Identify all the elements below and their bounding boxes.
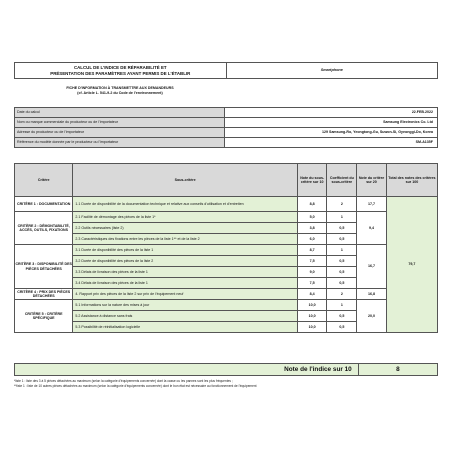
fiche-line-1: FICHE D'INFORMATION À TRANSMETTRE AUX DEMANDEURS [66,86,174,90]
info-row [15,118,438,128]
col-coef: Coefficient du sous-critère [327,164,357,197]
criterion-score: 9,4 [357,212,387,245]
criterion-name: CRITÈRE 4 : PRIX DES PIÈCES DÉTACHÉES [15,289,73,300]
sub-criterion-label: 2.1 Facilité de démontage des pièces de la liste 1* [73,212,297,223]
header-box [14,62,438,79]
sub-criterion-coef: 1 [327,300,357,311]
sub-criterion-label: 3.1 Durée de disponibilité des pièces de la liste 1 [73,245,297,256]
footnote-2: **liste 1 : liste de 10 autres pièces détachées au maximum (selon la catégorie d'équipements concernée) dont le bon état est nécessaire au fonctionnement de l'équipement [14,384,257,388]
criterion-score: 20,0 [357,300,387,333]
sub-criterion-label: 2.3 Caractéristiques des fixations entre les pièces de la liste 1** et de la liste 2 [73,234,297,245]
footnotes [14,379,438,389]
product-category: Smartphone [226,63,437,79]
sub-criterion-note: 6,0 [297,234,327,245]
page-title [15,63,227,79]
criterion-score: 16,7 [357,245,387,289]
info-row [15,138,438,148]
sub-criterion-label: 3.2 Durée de disponibilité des pièces de la liste 2 [73,256,297,267]
info-label: Référence du modèle donnée par le producteur ou l'importateur [15,138,225,148]
sub-criterion-note: 7,5 [297,256,327,267]
criterion-score: 16,8 [357,289,387,300]
criteria-row [15,197,438,212]
sub-criterion-note: 8,4 [297,289,327,300]
criterion-name: CRITÈRE 5 : CRITÈRE SPÉCIFIQUE [15,300,73,333]
sub-criterion-coef: 1 [327,212,357,223]
criterion-name: CRITÈRE 1 : DOCUMENTATION [15,197,73,212]
info-label: Adresse du producteur ou de l'importateur [15,128,225,138]
sub-criterion-note: 10,0 [297,322,327,333]
sub-criterion-label: 3.3 Délais de livraison des pièces de la liste 1 [73,267,297,278]
info-label: Date du calcul [15,108,225,118]
sub-criterion-coef: 1 [327,245,357,256]
sub-criterion-coef: 0,5 [327,311,357,322]
criterion-name: CRITÈRE 2 : DÉMONTABILITÉ, ACCÈS, OUTILS, FIXATIONS [15,212,73,245]
criterion-score: 17,7 [357,197,387,212]
info-row [15,128,438,138]
criteria-row [15,245,438,256]
sub-criterion-coef: 0,5 [327,267,357,278]
sub-criterion-label: 3.4 Délais de livraison des pièces de la liste 1 [73,278,297,289]
sub-criterion-coef: 0,5 [327,234,357,245]
title-line-2: PRÉSENTATION DES PARAMÈTRES AYANT PERMIS DE L'ÉTABLIR [50,70,191,76]
info-value: SM-A135F [225,138,438,148]
col-critere: Critère [15,164,73,197]
criteria-row [15,300,438,311]
col-total: Total des notes des critères sur 100 [386,164,437,197]
sub-criterion-label: 5.1 Informations sur la nature des mises à jour [73,300,297,311]
sub-criterion-note: 9,0 [297,267,327,278]
criteria-row [15,289,438,300]
sub-criterion-label: 2.2 Outils nécessaires (liste 2) [73,223,297,234]
criteria-table [14,163,438,333]
sub-criterion-coef: 0,5 [327,256,357,267]
info-value: Samsung Electronics Co. Ltd [225,118,438,128]
sub-criterion-label: 1.1 Durée de disponibilité de la documentation technique et relative aux conseils d'utilisation et d'entretien [73,197,297,212]
sub-criterion-note: 3,8 [297,223,327,234]
info-table [14,107,438,148]
title-line-1: CALCUL DE L'INDICE DE RÉPARABILITÉ ET [73,65,167,71]
criterion-name: CRITÈRE 3 : DISPONIBILITÉ DES PIÈCES DÉTACHÉES [15,245,73,289]
sub-criterion-note: 10,0 [297,311,327,322]
final-score-table [14,363,438,376]
col-note-critere: Note du critère sur 20 [357,164,387,197]
info-label: Nom ou marque commerciale du producteur ou de l'importateur [15,118,225,128]
sub-criterion-label: 5.3 Possibilité de réinitialisation logicielle [73,322,297,333]
sub-criterion-note: 10,0 [297,300,327,311]
info-row [15,108,438,118]
final-score-label: Note de l'indice sur 10 [15,364,359,376]
sub-criterion-coef: 0,5 [327,223,357,234]
sub-criterion-coef: 2 [327,197,357,212]
fiche-heading [14,86,226,96]
final-score-value: 8 [358,364,437,376]
footnote-1: *liste 1 : liste des 3 à 5 pièces détachées au maximum (selon la catégorie d'équipements concernée) dont la casse ou les pannes sont les plus fréquentes ; [14,379,233,383]
col-sous-critere: Sous-critère [73,164,297,197]
sub-criterion-note: 8,8 [297,197,327,212]
fiche-line-2: (cf. Article L. 541-9-2 du Code de l'environnement) [77,91,163,95]
total-score: 79,7 [386,197,437,333]
criteria-row [15,212,438,223]
sub-criterion-coef: 0,5 [327,278,357,289]
sub-criterion-coef: 0,5 [327,322,357,333]
info-value: 22.FEB.2022 [225,108,438,118]
sub-criterion-note: 8,7 [297,245,327,256]
sub-criterion-label: 4. Rapport prix des pièces de la liste 2 sur prix de l'équipement neuf [73,289,297,300]
sub-criterion-coef: 2 [327,289,357,300]
col-note-sous: Note du sous-critère sur 10 [297,164,327,197]
sub-criterion-label: 5.2 Assistance à distance sans frais [73,311,297,322]
info-value: 129 Samsung-Ro, Yeongtong-Gu, Suwon-Si, Gyeonggi-Do, Korea [225,128,438,138]
sub-criterion-note: 5,0 [297,212,327,223]
sub-criterion-note: 7,5 [297,278,327,289]
